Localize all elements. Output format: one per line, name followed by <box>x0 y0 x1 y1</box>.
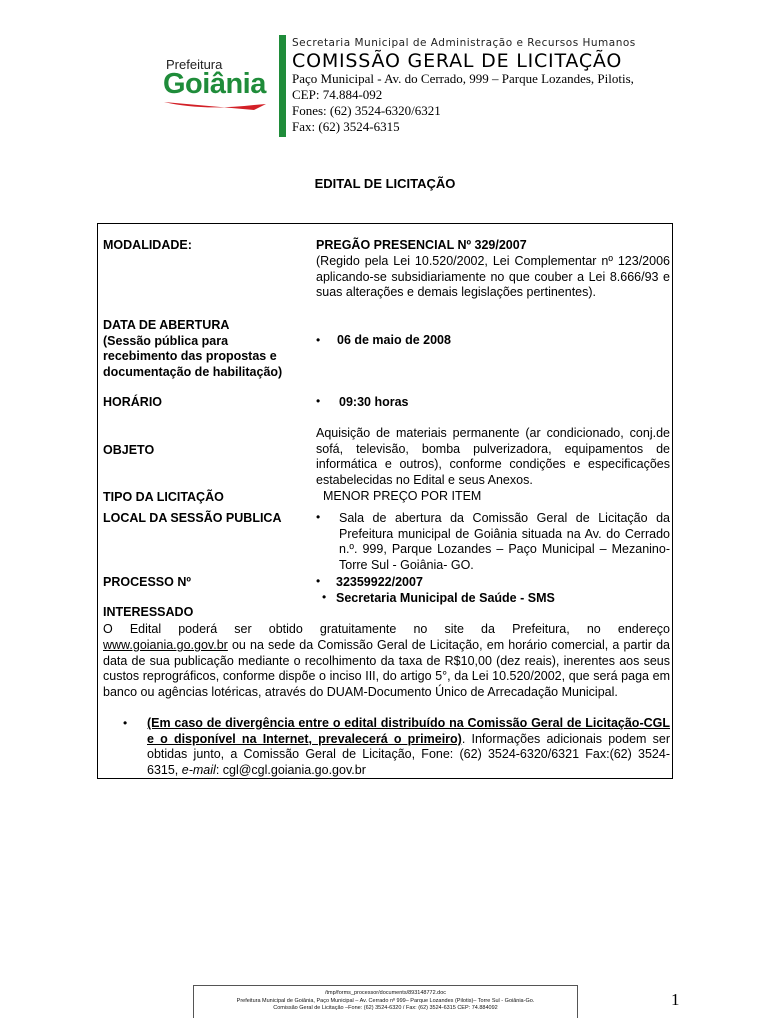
objeto-value: Aquisição de materiais permanente (ar condicionado, conj.de sofá, televisão, bomba pulverizadora, equipamentos de informática e outros), conforme condições e especificações estabelecidas no Edital e seus Anexos. <box>316 426 670 487</box>
processo-value: 32359922/2007 <box>336 575 423 589</box>
bullet-icon: • <box>316 394 321 408</box>
tipo-value: MENOR PREÇO POR ITEM <box>323 489 482 503</box>
bullet-icon: • <box>316 510 321 524</box>
processo-label: PROCESSO Nº <box>103 575 191 589</box>
obtain-paragraph-text: ou na sede da Comissão Geral de Licitação, em horário comercial, a partir da data de sua publicação mediante o recolhimento da taxa de R$10,00 (dez reais), inerentes aos seus custos reprográficos, conforme dispõe o inciso III, do artigo 5°, da Lei 10.520/2002, que será paga em banco ou agências lotéricas, através do DUAM-Documento Único de Arrecadação Municipal. <box>103 638 670 699</box>
abertura-value: 06 de maio de 2008 <box>337 333 451 347</box>
footer-contact: Comissão Geral de Licitação –Fone: (62) 3524-6320 / Fax: (62) 3524-6315 CEP: 74.884092 <box>273 1005 498 1011</box>
abertura-label-3: recebimento das propostas e <box>103 349 277 363</box>
local-label: LOCAL DA SESSÃO PUBLICA <box>103 511 282 525</box>
prefeitura-site-link[interactable]: www.goiania.go.gov.br <box>103 638 228 652</box>
document-title: EDITAL DE LICITAÇÃO <box>314 176 456 191</box>
divergence-note-bold: (Em caso de divergência entre o edital distribuído na Comissão Geral de Licitação-CGL e o disponível na Internet, prevalecerá o primeiro) <box>147 716 670 746</box>
local-value: Sala de abertura da Comissão Geral de Licitação da Prefeitura municipal de Goiânia situada na Av. do Cerrado n.º. 999, Parque Lozandes – Paço Municipal – Mezanino- Torre Sul - Goiânia- GO. <box>339 511 670 572</box>
cep-line: CEP: 74.884-092 <box>292 87 383 102</box>
page-footer <box>193 985 578 1018</box>
horario-label: HORÁRIO <box>103 395 163 409</box>
bullet-icon: • <box>316 333 321 347</box>
bullet-icon: • <box>123 716 128 730</box>
logo-prefeitura-text: Prefeitura <box>166 57 223 72</box>
phones-line: Fones: (62) 3524-6320/6321 <box>292 103 441 118</box>
objeto-label: OBJETO <box>103 443 155 457</box>
tipo-label: TIPO DA LICITAÇÃO <box>103 490 224 504</box>
modalidade-label: MODALIDADE: <box>103 238 192 252</box>
email-label: e-mail <box>181 762 216 777</box>
abertura-label-1: DATA DE ABERTURA <box>103 318 230 332</box>
divergence-note <box>147 716 670 778</box>
obtain-paragraph-line1: O Edital poderá ser obtido gratuitamente no site da Prefeitura, no endereço <box>103 622 670 636</box>
secretaria-name: Secretaria Municipal de Administração e Recursos Humanos <box>292 37 636 49</box>
interessado-label: INTERESSADO <box>103 605 194 619</box>
divergence-note-text: . Informações adicionais podem ser obtidas junto, a Comissão Geral de Licitação, Fone: (62) 3524-6320/6321 Fax:(62) 3524-6315, <box>147 731 670 777</box>
modalidade-value: PREGÃO PRESENCIAL Nº 329/2007 <box>316 238 527 252</box>
obtain-paragraph <box>103 638 670 700</box>
secretaria-saude-value: Secretaria Municipal de Saúde - SMS <box>336 591 555 605</box>
bullet-icon: • <box>322 590 327 604</box>
page-number: 1 <box>671 990 680 1009</box>
abertura-label-2: (Sessão pública para <box>103 334 229 348</box>
footer-address: Prefeitura Municipal de Goiânia, Paço Municipal – Av. Cerrado nº 999– Parque Lozandes (Pilotis)– Torre Sul - Goiânia-Go. <box>236 997 535 1004</box>
comissao-title: COMISSÃO GERAL DE LICITAÇÃO <box>292 50 623 72</box>
modalidade-note: (Regido pela Lei 10.520/2002, Lei Complementar nº 123/2006 aplicando-se subsidiariamente no que couber a Lei 8.666/93 e suas alterações e demais legislações pertinentes). <box>316 254 670 299</box>
logo-swoosh-icon <box>162 98 270 112</box>
address-line: Paço Municipal - Av. do Cerrado, 999 – Parque Lozandes, Pilotis, <box>292 71 634 86</box>
prefeitura-goiania-logo <box>160 52 272 112</box>
bullet-icon: • <box>316 574 321 588</box>
logo-goiania-text: Goiânia <box>163 68 266 100</box>
horario-value: 09:30 horas <box>339 395 409 409</box>
fax-line: Fax: (62) 3524-6315 <box>292 119 400 134</box>
header-divider-bar <box>279 35 286 137</box>
abertura-label-4: documentação de habilitação) <box>103 365 283 379</box>
email-address[interactable]: : cgl@cgl.goiania.go.gov.br <box>215 762 366 777</box>
footer-file-path: /tmp/forms_processor/documents/893148772.doc <box>324 990 447 996</box>
